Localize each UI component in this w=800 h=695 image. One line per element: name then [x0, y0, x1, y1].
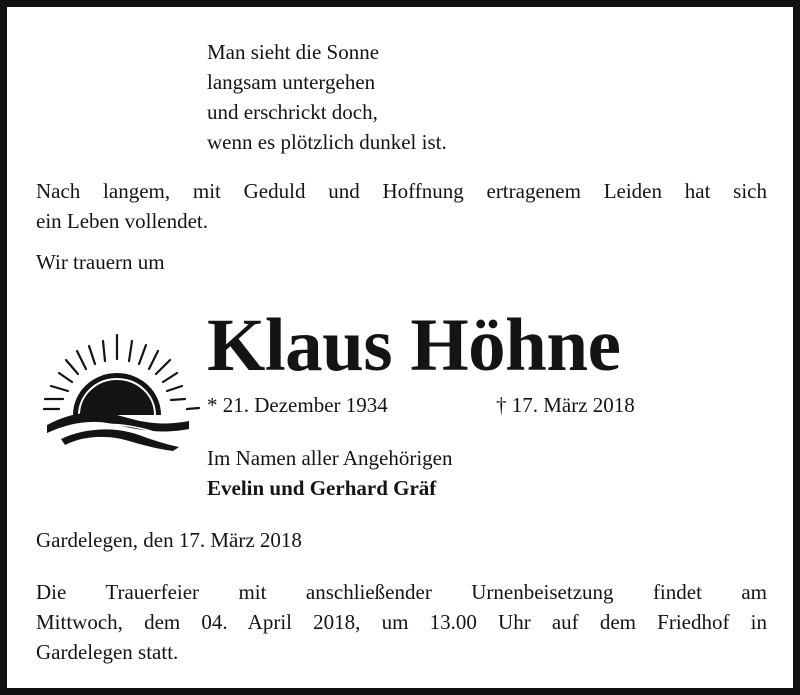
poem-line: Man sieht die Sonne: [207, 40, 380, 64]
funeral-line: Die Trauerfeier mit anschließender Urnenbeisetzung findet am: [36, 580, 767, 604]
poem-line: und erschrickt doch,: [207, 100, 378, 124]
sunset-over-hills-icon: [39, 329, 201, 459]
intro-line: Nach langem, mit Geduld und Hoffnung ertragenem Leiden hat sich: [36, 179, 767, 203]
intro-text: [36, 176, 767, 236]
poem-line: langsam untergehen: [207, 70, 376, 94]
intro-line: ein Leben vollendet.: [36, 209, 209, 233]
family-names: Evelin und Gerhard Gräf: [207, 476, 437, 500]
funeral-line: Mittwoch, dem 04. April 2018, um 13.00 Uhr auf dem Friedhof in: [36, 610, 767, 634]
funeral-text: [36, 577, 767, 667]
poem-line: wenn es plötzlich dunkel ist.: [207, 130, 447, 154]
poem: [207, 37, 447, 157]
family-label: Im Namen aller Angehörigen: [207, 446, 453, 470]
deceased-name: Klaus Höhne: [207, 304, 621, 387]
place-date: Gardelegen, den 17. März 2018: [36, 528, 302, 552]
death-date: † 17. März 2018: [496, 393, 635, 417]
birth-date: * 21. Dezember 1934: [207, 393, 388, 417]
funeral-line: Gardelegen statt.: [36, 640, 179, 664]
mourning-line: Wir trauern um: [36, 250, 165, 274]
